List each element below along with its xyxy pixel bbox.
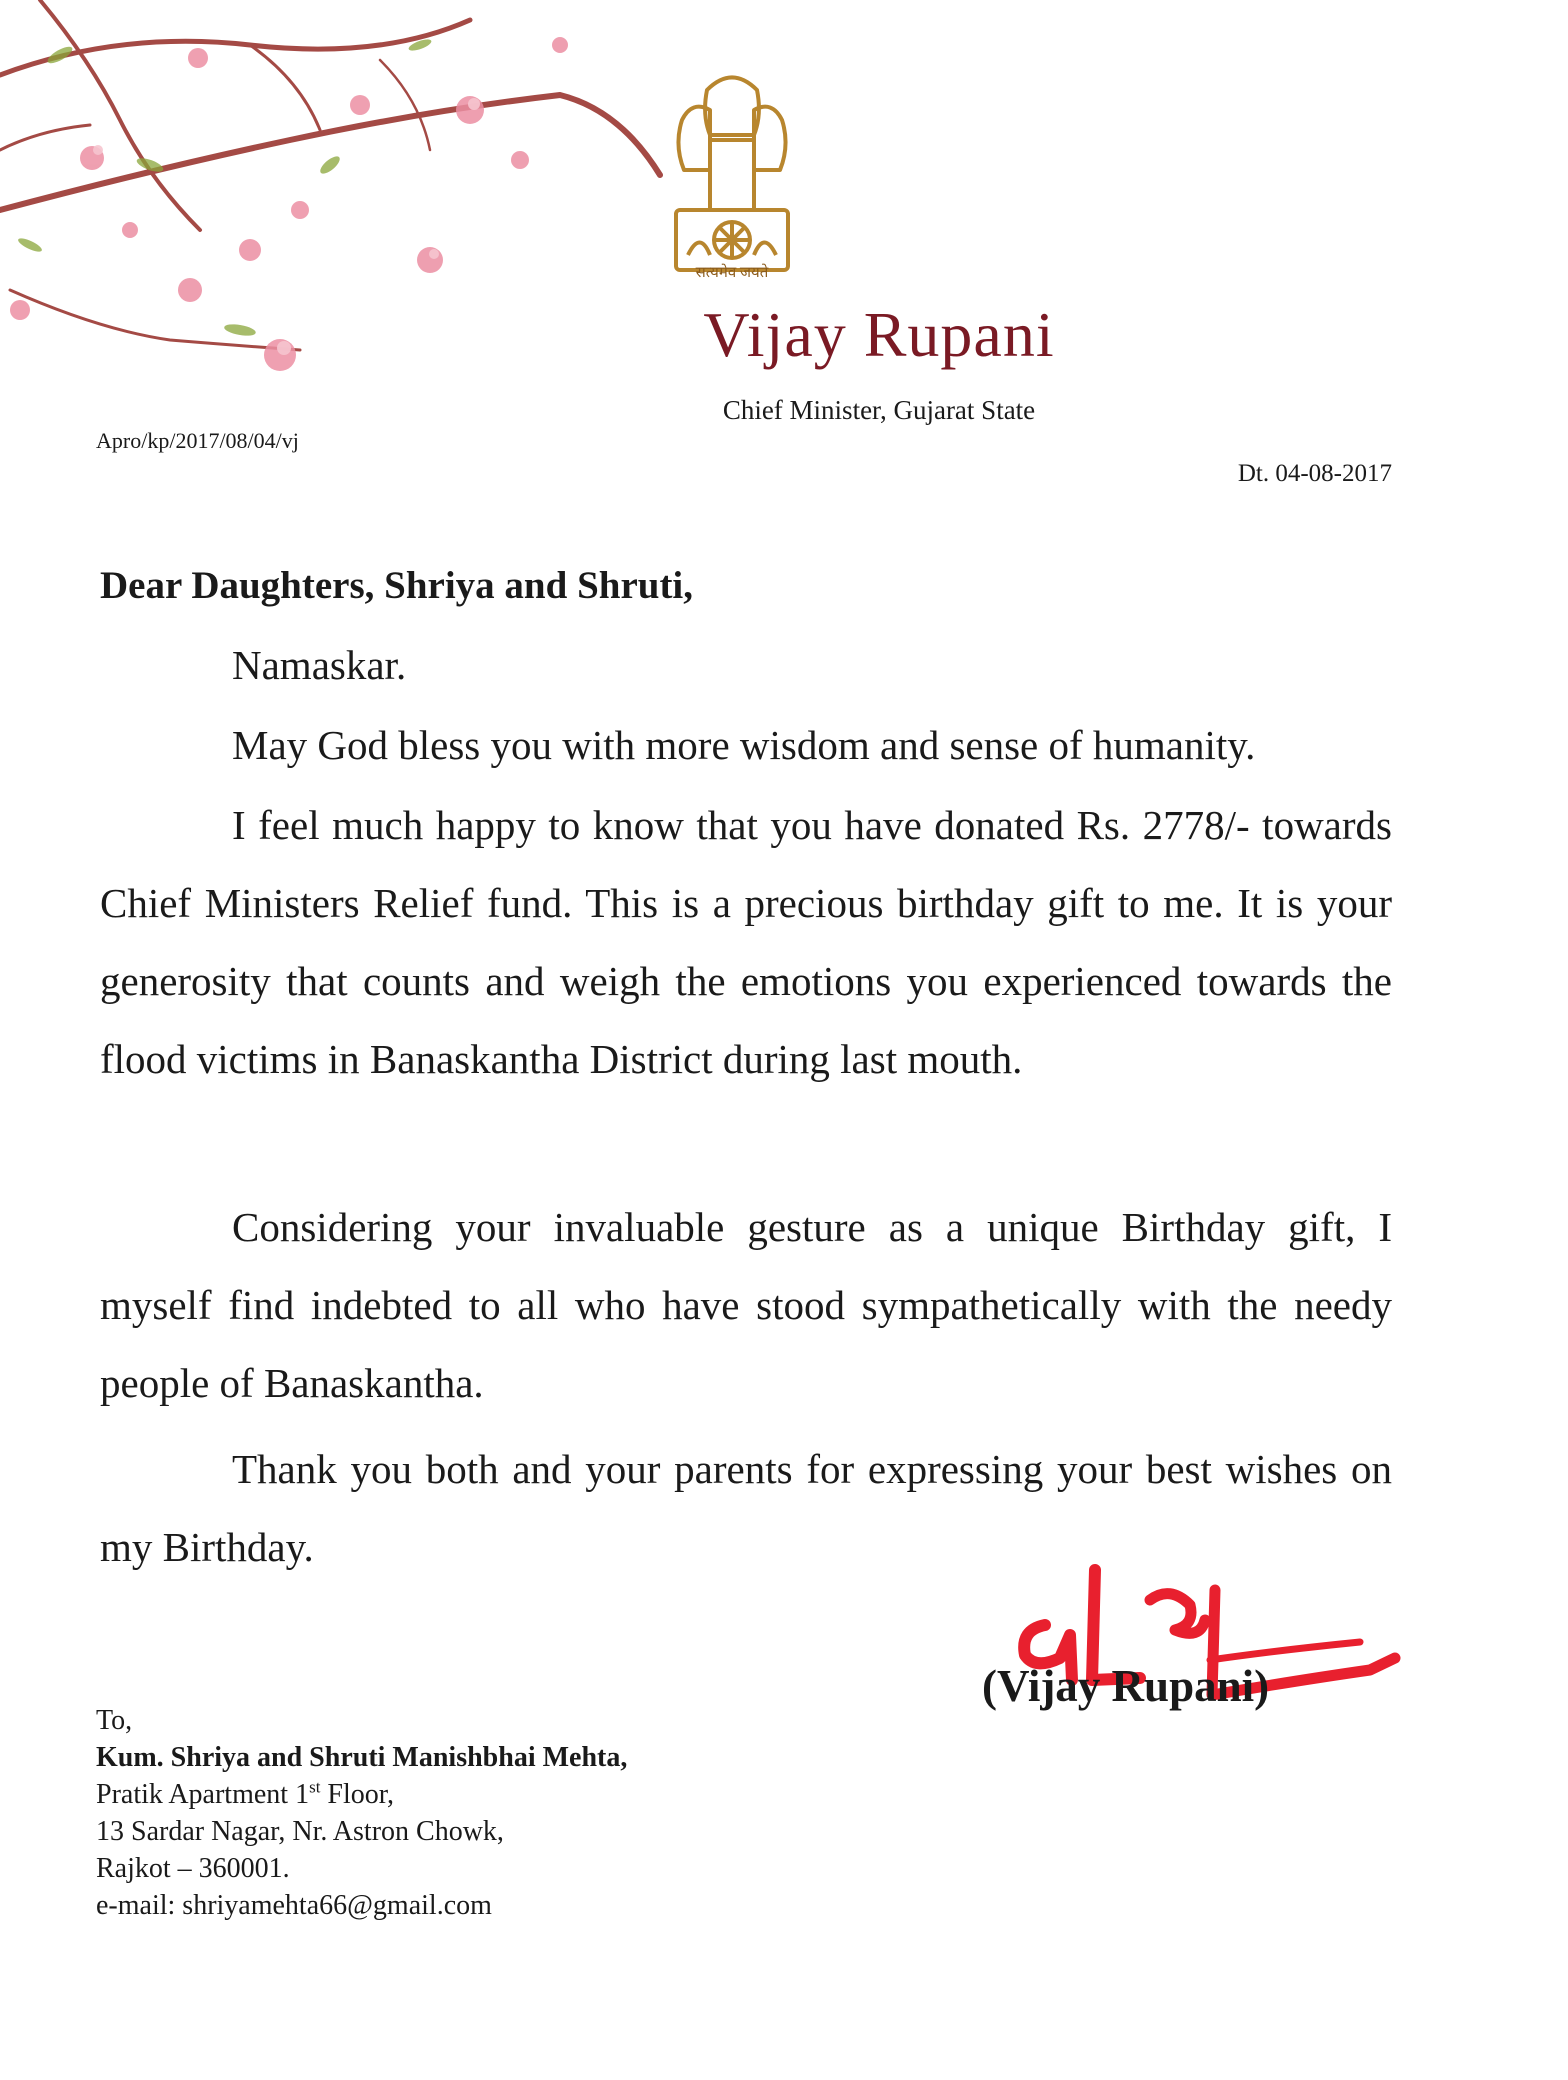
address-line-1-superscript: st — [309, 1777, 321, 1797]
address-line-3: Rajkot – 360001. — [96, 1853, 290, 1884]
address-line-1-text: Pratik Apartment 1 — [96, 1779, 310, 1810]
greeting-paragraph — [100, 626, 1392, 704]
address-line-1-suffix: Floor, — [320, 1779, 394, 1810]
gesture-text: Considering your invaluable gesture as a unique Birthday gift, I myself find indebted to all who have stood sympathetically with the needy people of Banaskantha. — [100, 1204, 1392, 1406]
recipient-name: Kum. Shriya and Shruti Manishbhai Mehta, — [96, 1742, 628, 1773]
signatory-name: (Vijay Rupani) — [982, 1661, 1270, 1711]
blessing-text: May God bless you with more wisdom and sense of humanity. — [232, 722, 1256, 768]
address-line-1 — [96, 1776, 627, 1813]
letterhead-designation: Chief Minister, Gujarat State — [722, 395, 1036, 425]
gesture-paragraph — [100, 1188, 1392, 1422]
reference-number: Apro/kp/2017/08/04/vj — [96, 428, 299, 453]
letter-date: Dt. 04-08-2017 — [1237, 460, 1392, 487]
emblem-motto: सत्यमेव जयते — [695, 265, 769, 281]
thanks-text: Thank you both and your parents for expressing your best wishes on my Birthday. — [100, 1446, 1392, 1570]
salutation: Dear Daughters, Shriya and Shruti, — [100, 564, 694, 607]
greeting-text: Namaskar. — [232, 642, 407, 688]
donation-paragraph — [100, 786, 1392, 1098]
letterhead-name: Vijay Rupani — [703, 299, 1055, 370]
address-line-2: 13 Sardar Nagar, Nr. Astron Chowk, — [96, 1816, 504, 1847]
donation-text: I feel much happy to know that you have donated Rs. 2778/- towards Chief Ministers Relief fund. This is a precious birthday gift to me. It is your generosity that counts and weigh the emotions you experienced towards the flood victims in Banaskantha District during last mouth. — [100, 802, 1392, 1082]
recipient-email: e-mail: shriyamehta66@gmail.com — [96, 1890, 492, 1921]
blessing-paragraph — [100, 706, 1392, 784]
address-to: To, — [96, 1705, 133, 1736]
recipient-address-block — [96, 1702, 627, 1924]
